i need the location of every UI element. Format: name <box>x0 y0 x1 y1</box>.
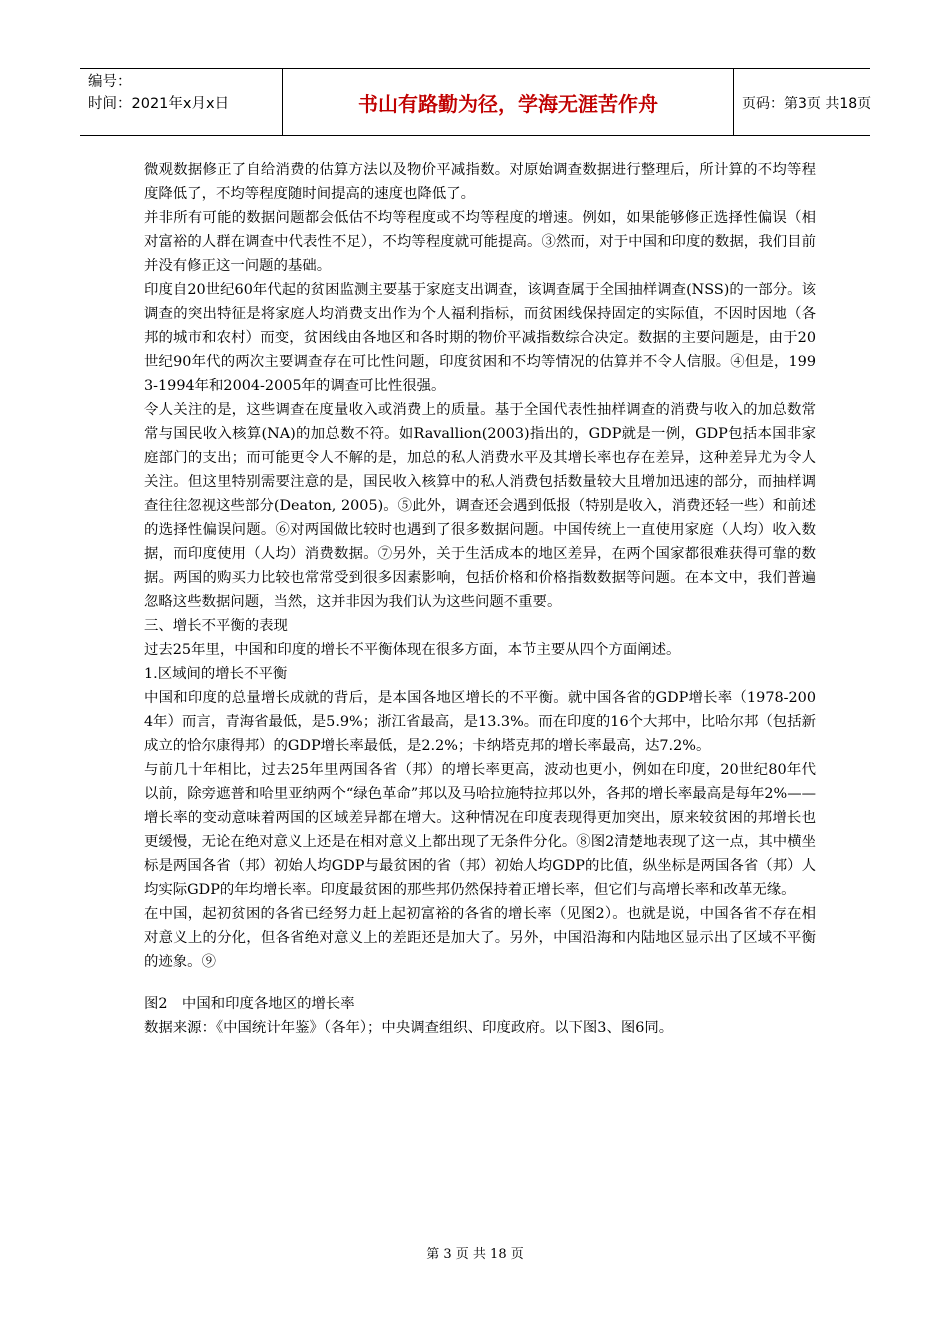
paragraph: 令人关注的是，这些调查在度量收入或消费上的质量。基于全国代表性抽样调查的消费与收入的加总数常常与国民收入核算(NA)的加总数不符。如Ravallion(2003)指出的，GDP就是一例，GDP包括本国非家庭部门的支出；而可能更令人不解的是，加总的私人消费水平及其增长率也存在差异，这种差异尤为令人关注。但这里特别需要注意的是，国民收入核算中的私人消费包括数量较大且增加迅速的部分，而抽样调查往往忽视这些部分(Deaton, 2005)。⑤此外，调查还会遇到低报（特别是收入，消费还轻一些）和前述的选择性偏误问题。⑥对两国做比较时也遇到了很多数据问题。中国传统上一直使用家庭（人均）收入数据，而印度使用（人均）消费数据。⑦另外，关于生活成本的地区差异，在两个国家都很难获得可靠的数据。两国的购买力比较也常常受到很多因素影响，包括价格和价格指数数据等问题。在本文中，我们普遍忽略这些数据问题，当然，这并非因为我们认为这些问题不重要。 <box>144 402 816 610</box>
header-motto-cell <box>282 69 734 135</box>
section-heading: 三、增长不平衡的表现 <box>144 618 288 634</box>
paragraph: 微观数据修正了自给消费的估算方法以及物价平减指数。对原始调查数据进行整理后，所计算的不均等程度降低了，不均等程度随时间提高的速度也降低了。 <box>144 162 816 202</box>
page-header <box>80 68 870 136</box>
page-footer: 第 3 页 共 18 页 <box>426 1247 524 1262</box>
motto: 书山有路勤为径，学海无涯苦作舟 <box>358 92 658 116</box>
document-body <box>144 158 816 1040</box>
subsection-heading: 1.区域间的增长不平衡 <box>144 666 288 682</box>
header-page-cell <box>734 69 870 135</box>
page-info: 页码：第3页 共18页 <box>742 96 872 112</box>
figure-source: 数据来源：《中国统计年鉴》（各年）；中央调查组织、印度政府。以下图3、图6同。 <box>144 1020 674 1036</box>
figure-caption: 图2 中国和印度各地区的增长率 <box>144 996 355 1012</box>
paragraph: 与前几十年相比，过去25年里两国各省（邦）的增长率更高，波动也更小，例如在印度，20世纪80年代以前，除旁遮普和哈里亚纳两个“绿色革命”邦以及马哈拉施特拉邦以外，各邦的增长率最高是每年2%——增长率的变动意味着两国的区域差异都在增大。这种情况在印度表现得更加突出，原来较贫困的邦增长也更缓慢，无论在绝对意义上还是在相对意义上都出现了无条件分化。⑧图2清楚地表现了这一点，其中横坐标是两国各省（邦）初始人均GDP与最贫困的省（邦）初始人均GDP的比值，纵坐标是两国各省（邦）人均实际GDP的年均增长率。印度最贫困的那些邦仍然保持着正增长率，但它们与高增长率和改革无缘。 <box>144 762 816 898</box>
date-line: 时间：2021年x月x日 <box>88 96 230 112</box>
paragraph: 过去25年里，中国和印度的增长不平衡体现在很多方面，本节主要从四个方面阐述。 <box>144 642 681 658</box>
paragraph: 并非所有可能的数据问题都会低估不均等程度或不均等程度的增速。例如，如果能够修正选择性偏误（相对富裕的人群在调查中代表性不足），不均等程度就可能提高。③然而，对于中国和印度的数据，我们目前并没有修正这一问题的基础。 <box>144 210 816 274</box>
paragraph: 在中国，起初贫困的各省已经努力赶上起初富裕的各省的增长率（见图2）。也就是说，中国各省不存在相对意义上的分化，但各省绝对意义上的差距还是加大了。另外，中国沿海和内陆地区显示出了区域不平衡的迹象。⑨ <box>144 906 816 970</box>
code-label: 编号： <box>88 74 132 90</box>
paragraph: 中国和印度的总量增长成就的背后，是本国各地区增长的不平衡。就中国各省的GDP增长率（1978-2004年）而言，青海省最低，是5.9%；浙江省最高，是13.3%。而在印度的16个大邦中，比哈尔邦（包括新成立的恰尔康得邦）的GDP增长率最低，是2.2%；卡纳塔克邦的增长率最高，达7.2%。 <box>144 690 816 754</box>
header-meta <box>80 69 282 135</box>
paragraph: 印度自20世纪60年代起的贫困监测主要基于家庭支出调查，该调查属于全国抽样调查(NSS)的一部分。该调查的突出特征是将家庭人均消费支出作为个人福利指标，而贫困线保持固定的实际值，不因时因地（各邦的城市和农村）而变，贫困线由各地区和各时期的物价平减指数综合决定。数据的主要问题是，由于20世纪90年代的两次主要调查存在可比性问题，印度贫困和不均等情况的估算并不令人信服。④但是，1993-1994年和2004-2005年的调查可比性很强。 <box>144 282 816 394</box>
